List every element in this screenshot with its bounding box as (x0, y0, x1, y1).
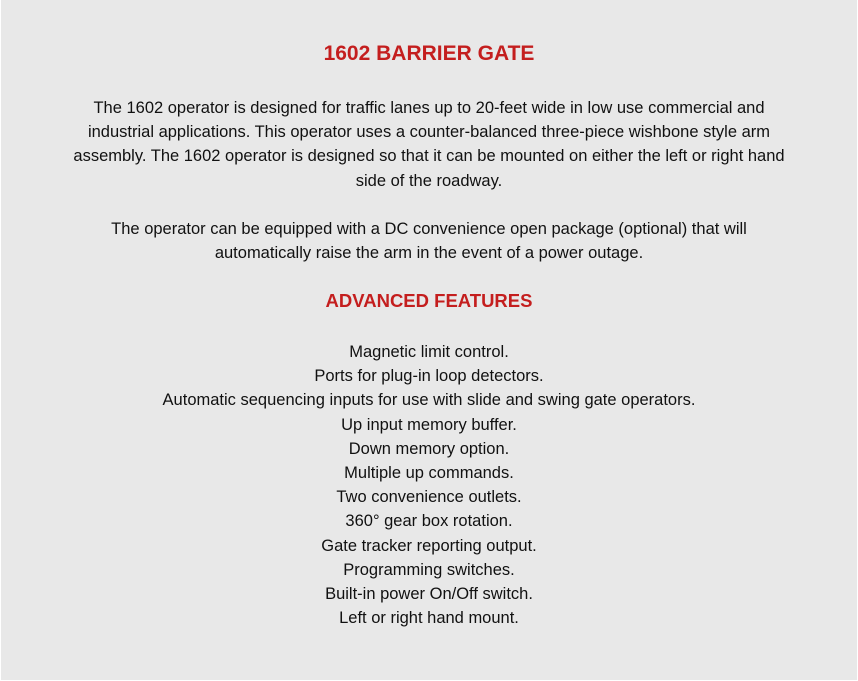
feature-item: Programming switches. (343, 560, 515, 579)
feature-item: Two convenience outlets. (336, 488, 522, 507)
page-title: 1602 BARRIER GATE (323, 42, 535, 65)
feature-item: Multiple up commands. (344, 464, 514, 483)
feature-item: Up input memory buffer. (341, 415, 517, 434)
feature-item: Magnetic limit control. (349, 343, 509, 361)
feature-item: Down memory option. (348, 439, 510, 458)
features-heading: ADVANCED FEATURES (325, 290, 533, 311)
feature-item: Left or right hand mount. (339, 609, 519, 628)
feature-item: Automatic sequencing inputs for use with slide and swing gate operators. (162, 391, 696, 410)
product-description-panel (1, 0, 857, 680)
feature-item: 360° gear box rotation. (345, 512, 513, 531)
feature-item: Ports for plug-in loop detectors. (314, 367, 544, 386)
description-paragraph-2: The operator can be equipped with a DC convenience open package (optional) that will automatically raise the arm in the event of a power outage. (111, 220, 747, 263)
features-list (1, 340, 857, 630)
description-paragraph-1: The 1602 operator is designed for traffic lanes up to 20-feet wide in low use commercial and industrial applications. This operator uses a counter-balanced three-piece wishbone style arm assembly. The 1602 operator is designed so that it can be mounted on either the left or right hand side of the roadway. (73, 99, 785, 190)
feature-item: Built-in power On/Off switch. (325, 585, 533, 604)
feature-item: Gate tracker reporting output. (321, 536, 537, 555)
